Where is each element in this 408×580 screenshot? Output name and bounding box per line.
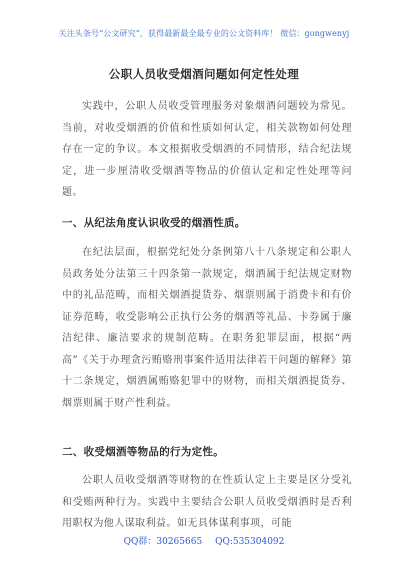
document-body	[62, 96, 352, 540]
intro-paragraph: 实践中，公职人员收受管理服务对象烟酒问题较为常见。当前，对收受烟酒的价值和性质如何认定，相关款物如何处理存在一定的争议。本文根据收受烟酒的不同情形，结合纪法规定，进一步厘清收受烟酒等物品的价值认定和定性处理等问题。	[62, 101, 352, 198]
section-1-heading-row	[62, 204, 352, 242]
promo-banner: 关注头条号“公文研究”，获得最新最全最专业的公文资料库！ 微信：gongwenyj	[58, 29, 350, 38]
section-2-paragraph: 公职人员收受烟酒等财物的在性质认定上主要是区分受礼和受贿两种行为。实践中主要结合公职人员收受烟酒时是否利用职权为他人谋取利益。如无具体谋利事项，可能	[62, 475, 352, 529]
section-1-heading: 一、从纪法角度认识收受的烟酒性质。	[62, 217, 246, 229]
contact-footer	[0, 534, 408, 547]
section-2-heading: 二、收受烟酒等物品的行为定性。	[62, 446, 224, 458]
qq-group-number: QQ群：30265665	[123, 537, 203, 547]
section-1-paragraph: 在纪法层面，根据党纪处分条例第八十八条规定和公职人员政务处分法第三十四条第一款规定，烟酒属于纪法规定财物中的礼品范畴，而相关烟酒提货券、烟票则属于消费卡和有价证券范畴，收受影响公正执行公务的烟酒等礼品、卡券属于廉洁纪律、廉洁要求的规制范畴。在职务犯罪层面，根据“两高”《关于办理贪污贿赂刑事案件适用法律若干问题的解释》第十二条规定，烟酒属贿赂犯罪中的财物，而相关烟酒提货券、烟票则属于财产性利益。	[62, 247, 352, 409]
qq-contact-number: QQ:535304092	[215, 537, 285, 547]
section-2-heading-row	[62, 434, 352, 470]
document-title: 公职人员收受烟酒问题如何定性处理	[108, 67, 300, 81]
